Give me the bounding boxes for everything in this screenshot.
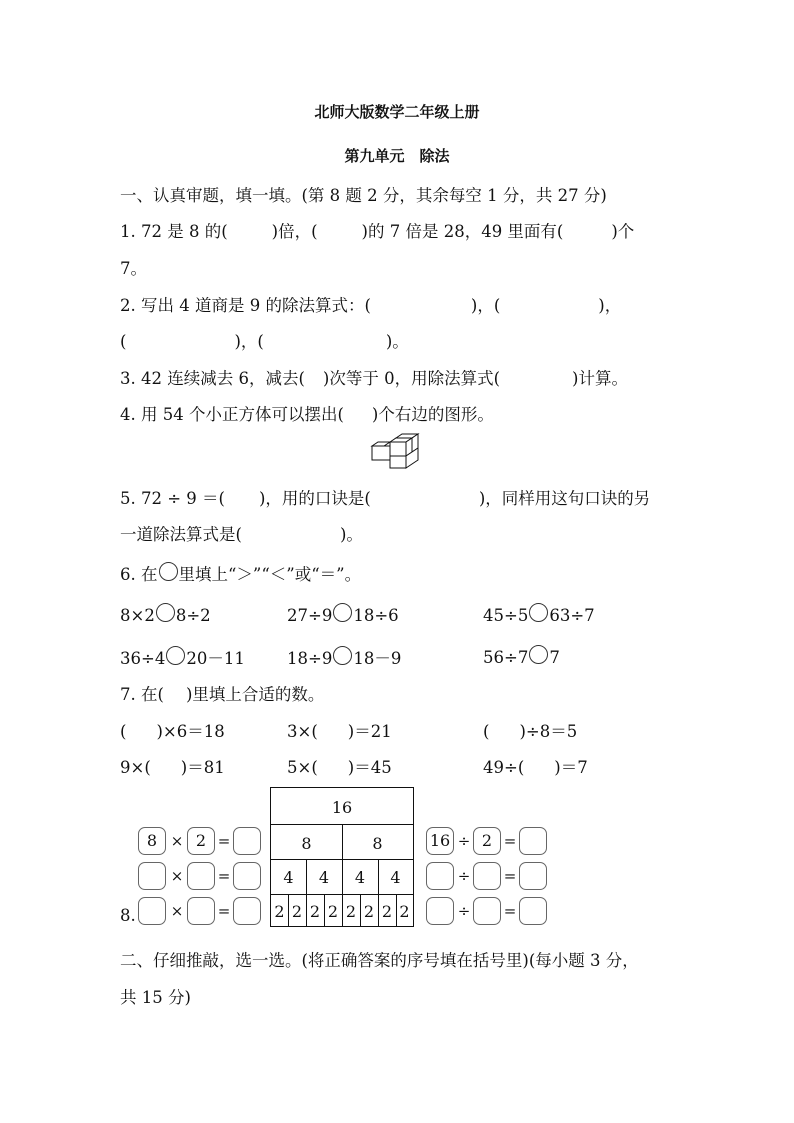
fill-item-4: 9×( )＝81 — [120, 758, 225, 777]
q5-text-5: )。 — [339, 525, 363, 544]
question-2-line-2 — [120, 328, 409, 352]
q6-text-2: 里填上“＞”“＜”或“＝”。 — [178, 565, 362, 584]
compare-circle[interactable] — [333, 646, 352, 665]
compare-item-1: 8×2 8÷2 — [120, 603, 211, 625]
question-5-line-2 — [120, 521, 363, 545]
table-eighth: 2 — [274, 902, 285, 921]
q1-text-1: 1. 72 是 8 的( — [120, 222, 228, 241]
mult-box-a[interactable] — [138, 897, 166, 925]
mult-box-a: 8 — [138, 827, 166, 855]
compare-circle[interactable] — [166, 646, 185, 665]
mult-box-a[interactable] — [138, 862, 166, 890]
partition-table — [270, 787, 414, 927]
table-eighth: 2 — [399, 902, 410, 921]
cube-figure — [370, 432, 426, 472]
question-7 — [120, 681, 324, 705]
divide-sign: ÷ — [457, 902, 471, 920]
compare-circle[interactable] — [529, 645, 548, 664]
question-6 — [120, 561, 361, 585]
equals-sign: = — [503, 867, 517, 885]
unit-subtitle: 第九单元 除法 — [344, 147, 450, 165]
q8-label: 8. — [120, 906, 136, 925]
table-half: 8 — [301, 834, 312, 853]
table-total: 16 — [331, 798, 353, 817]
q3-text-3: )计算。 — [572, 369, 628, 388]
q2-text-6: )。 — [385, 332, 409, 351]
table-quarter: 4 — [354, 868, 366, 887]
compare-circle[interactable] — [529, 603, 548, 622]
table-quarter: 4 — [390, 868, 401, 887]
table-eighth: 2 — [327, 902, 339, 921]
mult-answer-box[interactable] — [233, 827, 261, 855]
table-eighth: 2 — [363, 902, 375, 921]
q5-text-4: 一道除法算式是( — [120, 525, 242, 544]
equals-sign: = — [217, 832, 231, 850]
times-sign: × — [170, 832, 184, 850]
div-box-b[interactable] — [473, 897, 501, 925]
mult-answer-box[interactable] — [233, 862, 261, 890]
question-1 — [120, 218, 634, 242]
div-box-b[interactable] — [473, 862, 501, 890]
fill-item-2: 3×( )＝21 — [287, 722, 392, 741]
times-sign: × — [170, 867, 184, 885]
circle-icon — [159, 562, 178, 581]
q1-text-2: )倍，( — [271, 222, 318, 241]
compare-item-3: 45÷5 63÷7 — [483, 603, 595, 625]
section-2-heading-cont: 共 15 分) — [120, 988, 191, 1007]
q7-text-1: 7. 在( — [120, 685, 164, 704]
table-quarter: 4 — [283, 868, 294, 887]
q2-text-4: ( — [120, 332, 127, 351]
fill-item-1: ( )×6＝18 — [120, 722, 225, 741]
equals-sign: = — [503, 902, 517, 920]
q5-text-3: )，同样用这句口诀的另 — [478, 489, 651, 508]
mult-box-b[interactable] — [187, 897, 215, 925]
q2-text-1: 2. 写出 4 道商是 9 的除法算式：( — [120, 296, 371, 315]
fill-item-6: 49÷( )＝7 — [483, 758, 588, 777]
compare-circle[interactable] — [156, 603, 175, 622]
q3-text-2: )次等于 0，用除法算式( — [322, 369, 501, 388]
q4-text-2: )个右边的图形。 — [371, 405, 494, 424]
table-eighth: 2 — [309, 902, 321, 921]
equals-sign: = — [217, 867, 231, 885]
q1-text-3: )的 7 倍是 28，49 里面有( — [361, 222, 564, 241]
q4-text-1: 4. 用 54 个小正方体可以摆出( — [120, 405, 344, 424]
q5-text-1: 5. 72 ÷ 9 ＝( — [120, 489, 225, 508]
table-eighth: 2 — [381, 902, 393, 921]
div-box-a[interactable] — [426, 897, 454, 925]
table-half: 8 — [372, 834, 383, 853]
div-answer-box[interactable] — [519, 827, 547, 855]
div-answer-box[interactable] — [519, 862, 547, 890]
section-1-heading: 一、认真审题，填一填。(第 8 题 2 分，其余每空 1 分，共 27 分) — [120, 186, 607, 205]
q2-text-2: )，( — [470, 296, 501, 315]
section-2-heading: 二、仔细推敲，选一选。(将正确答案的序号填在括号里)(每小题 3 分， — [120, 951, 639, 970]
page-title: 北师大版数学二年级上册 — [314, 103, 480, 121]
q1-continuation: 7。 — [120, 259, 147, 278]
mult-answer-box[interactable] — [233, 897, 261, 925]
fill-item-5: 5×( )＝45 — [287, 758, 392, 777]
div-box-a[interactable] — [426, 862, 454, 890]
q6-text-1: 6. 在 — [120, 565, 158, 584]
question-3 — [120, 365, 628, 389]
equals-sign: = — [503, 832, 517, 850]
question-4 — [120, 401, 494, 425]
table-eighth: 2 — [345, 902, 357, 921]
q2-text-5: )，( — [234, 332, 264, 351]
mult-box-b[interactable] — [187, 862, 215, 890]
divide-sign: ÷ — [457, 867, 471, 885]
question-5 — [120, 485, 650, 509]
div-box-b: 2 — [473, 827, 501, 855]
table-eighth: 2 — [291, 902, 303, 921]
compare-circle[interactable] — [333, 603, 352, 622]
equals-sign: = — [217, 902, 231, 920]
compare-item-2: 27÷9 18÷6 — [287, 603, 399, 625]
q5-text-2: )，用的口诀是( — [258, 489, 371, 508]
div-box-a: 16 — [426, 827, 454, 855]
compare-item-5: 18÷9 18－9 — [287, 645, 401, 669]
table-quarter: 4 — [318, 868, 330, 887]
q3-text-1: 3. 42 连续减去 6，减去( — [120, 369, 305, 388]
mult-box-b: 2 — [187, 827, 215, 855]
fill-item-3: ( )÷8＝5 — [483, 722, 578, 741]
div-answer-box[interactable] — [519, 897, 547, 925]
question-2 — [120, 292, 621, 316]
divide-sign: ÷ — [457, 832, 471, 850]
times-sign: × — [170, 902, 184, 920]
q7-text-2: )里填上合适的数。 — [185, 685, 325, 704]
q2-text-3: )， — [598, 296, 622, 315]
q1-text-4: )个 — [611, 222, 635, 241]
compare-item-6: 56÷7 7 — [483, 645, 560, 667]
compare-item-4: 36÷4 20－11 — [120, 645, 245, 669]
